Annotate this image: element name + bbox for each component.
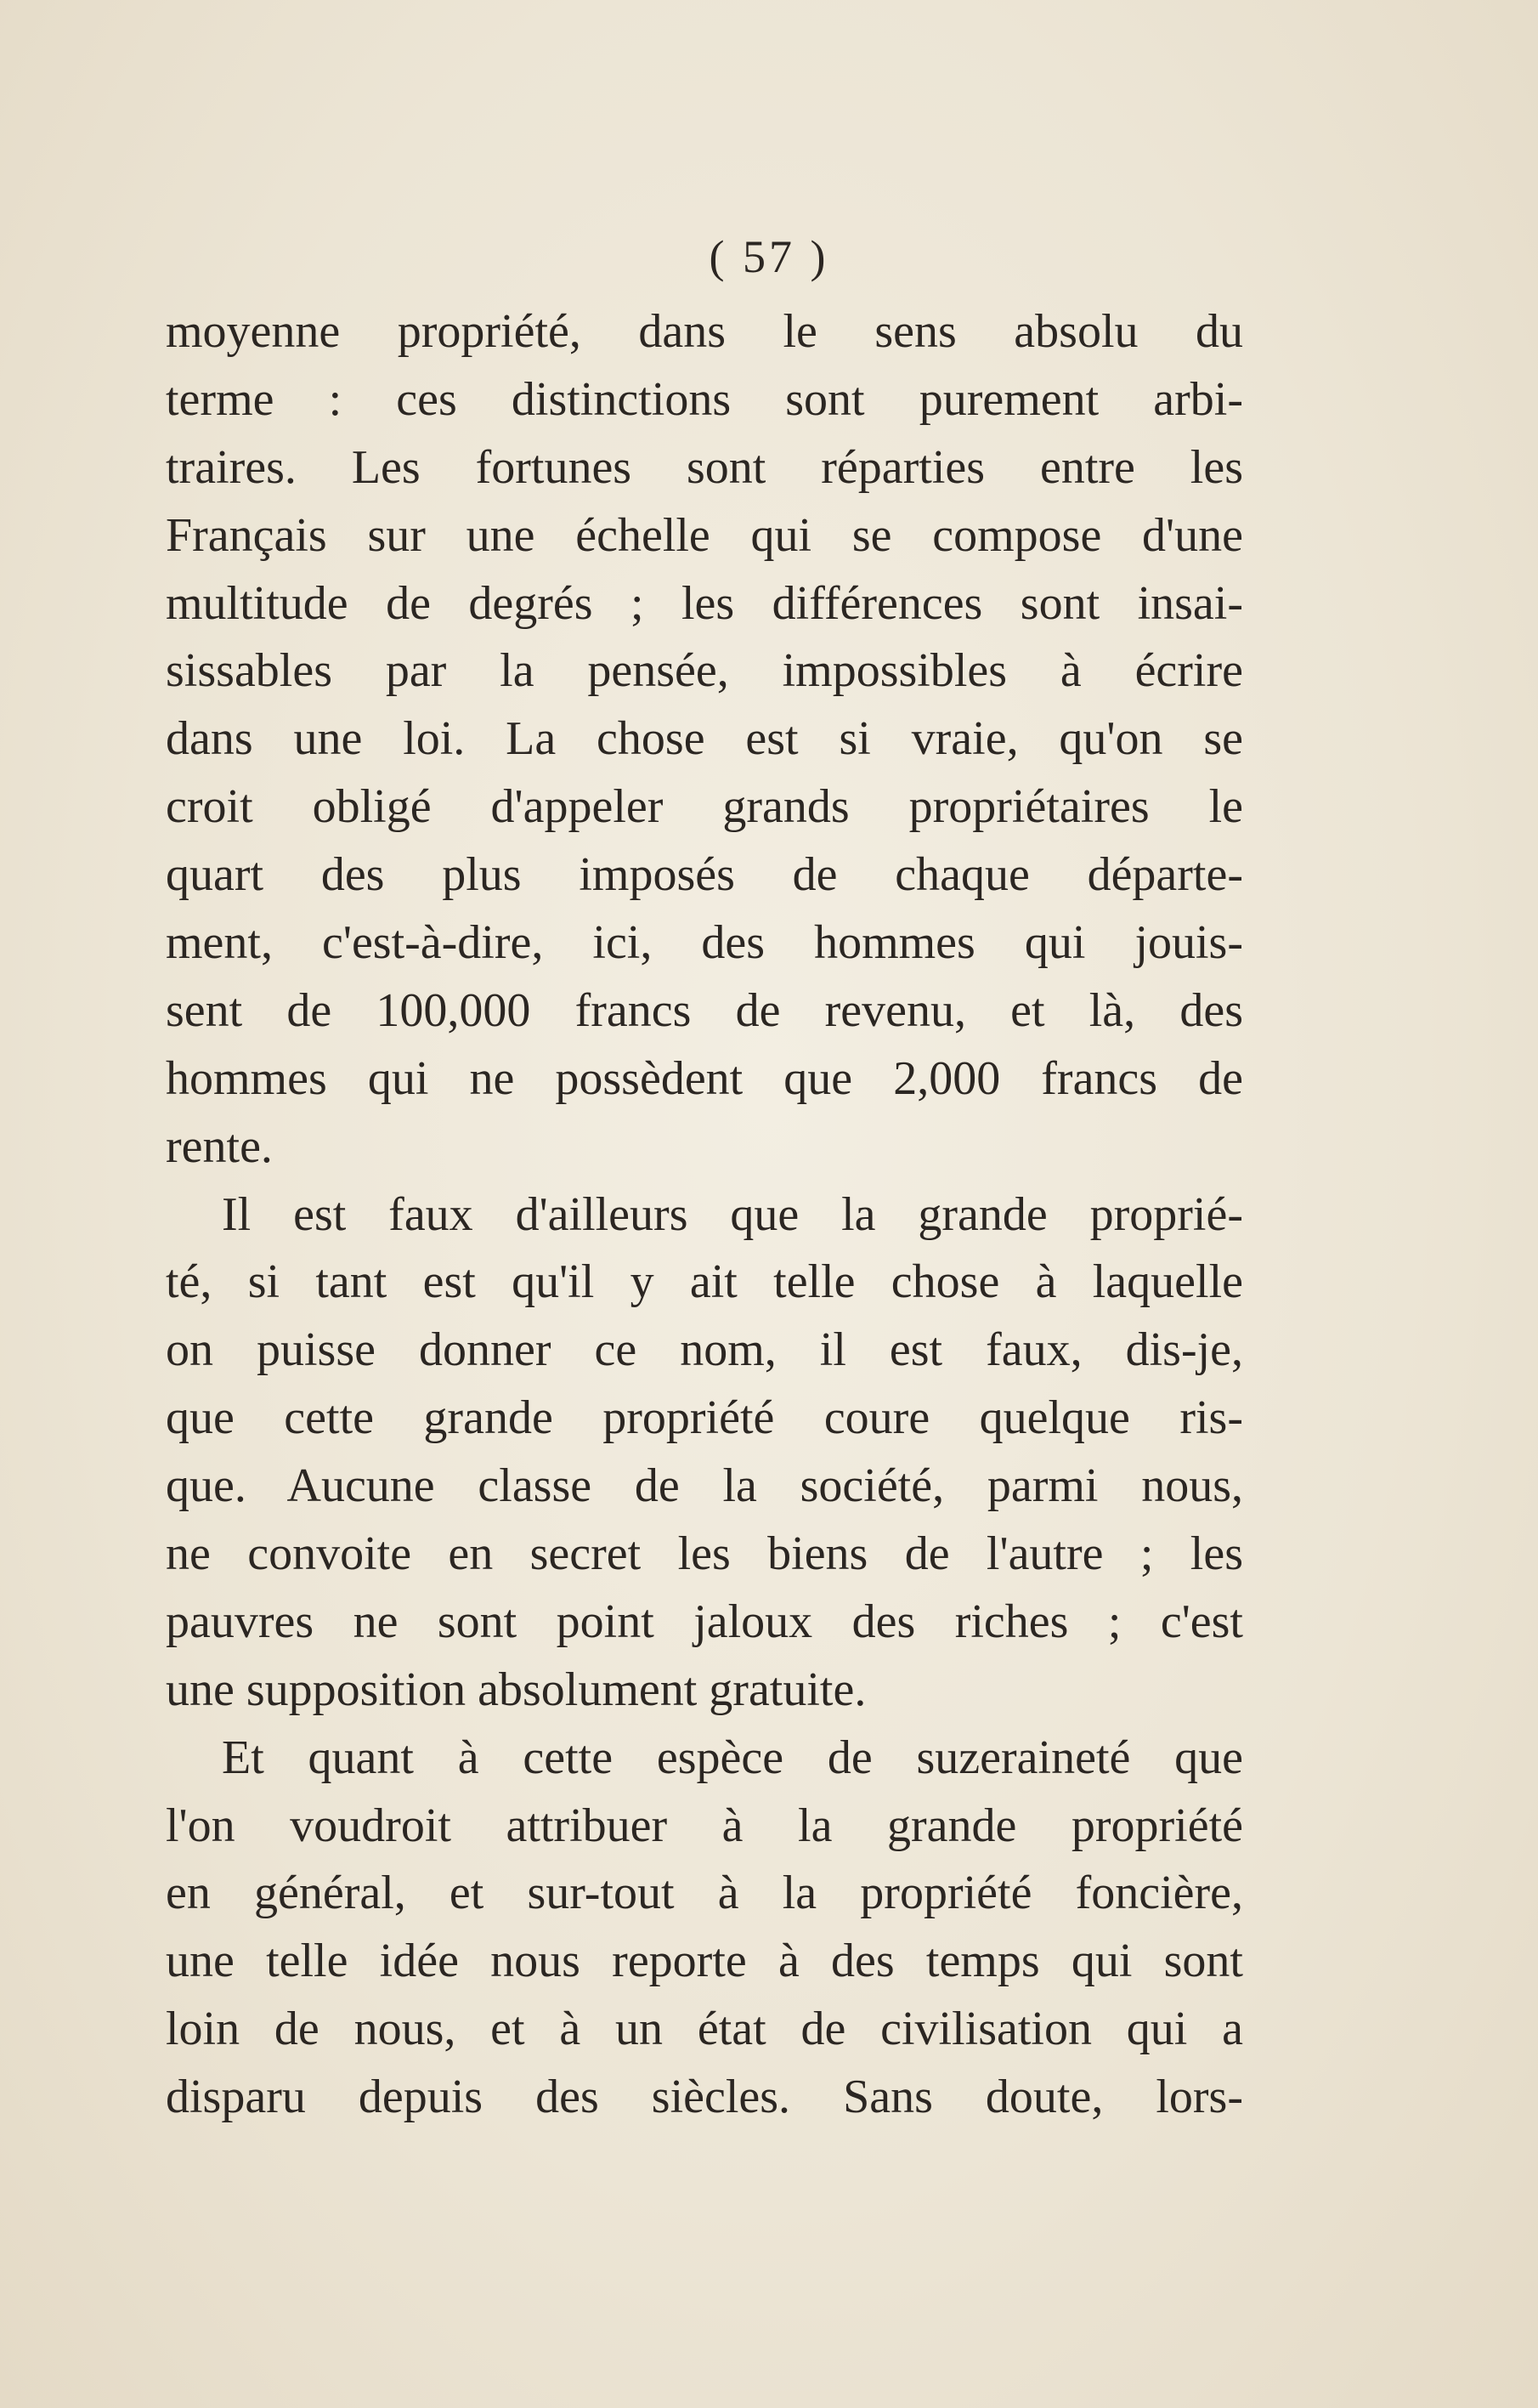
text-line: multitude de degrés ; les différences sont insai- [166,576,1243,630]
text-line: ment, c'est-à-dire, ici, des hommes qui jouis- [166,916,1243,970]
text-line: Français sur une échelle qui se compose d'une [166,508,1243,562]
text-line: croit obligé d'appeler grands propriétaires le [166,780,1243,834]
text-line: Et quant à cette espèce de suzeraineté que [222,1731,1243,1784]
text-line: rente. [166,1119,273,1173]
text-line: traires. Les fortunes sont réparties entre les [166,440,1243,494]
page-number: ( 57 ) [709,231,829,282]
body-text [166,298,1243,2132]
text-line: que. Aucune classe de la société, parmi nous, [166,1459,1243,1513]
text-line: disparu depuis des siècles. Sans doute, lors- [166,2071,1243,2124]
text-line: loin de nous, et à un état de civilisation qui a [166,2003,1243,2056]
text-line: ne convoite en secret les biens de l'autre ; les [166,1527,1243,1581]
text-line: une telle idée nous reporte à des temps qui sont [166,1935,1243,1988]
text-line: en général, et sur-tout à la propriété foncière, [166,1867,1243,1920]
text-line: une supposition absolument gratuite. [166,1663,867,1716]
text-line: sissables par la pensée, impossibles à écrire [166,644,1243,698]
text-line: on puisse donner ce nom, il est faux, dis-je, [166,1323,1243,1377]
text-line: sent de 100,000 francs de revenu, et là, des [166,983,1243,1037]
text-line: té, si tant est qu'il y ait telle chose à laquelle [166,1255,1243,1309]
text-line: que cette grande propriété coure quelque ris- [166,1391,1243,1445]
text-line: moyenne propriété, dans le sens absolu du [166,305,1243,358]
text-line: Il est faux d'ailleurs que la grande proprié- [222,1187,1243,1241]
text-line: dans une loi. La chose est si vraie, qu'on se [166,712,1243,766]
text-line: l'on voudroit attribuer à la grande propriété [166,1799,1243,1852]
text-line: hommes qui ne possèdent que 2,000 francs de [166,1051,1243,1105]
text-line: pauvres ne sont point jaloux des riches ; c'est [166,1595,1243,1648]
text-line: quart des plus imposés de chaque départe- [166,848,1243,902]
text-line: terme : ces distinctions sont purement arbi- [166,372,1243,426]
